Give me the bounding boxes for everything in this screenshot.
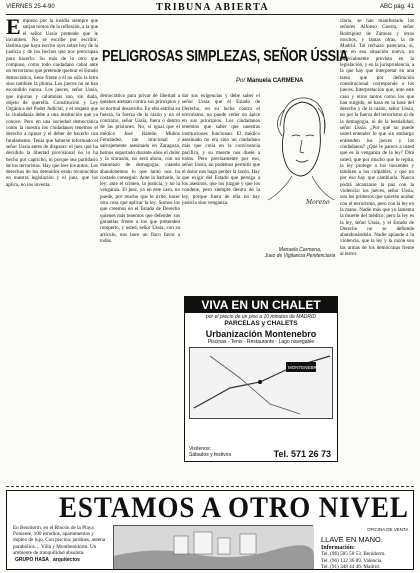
sales-office-label: OFICINA DE VENTA xyxy=(367,527,409,532)
grupo-hasa-logo: GRUPO HASA xyxy=(15,557,49,563)
chalet-ad-urbanization: Urbanización Montenebro xyxy=(205,329,317,339)
article-column-4: claria, se han manifestado los señores Alfonso Guerra, señor Rodríguez de Zamora y otros muchos, y tantas otras, la de Madrid. Tal rechazo pareciera, si, que en esa situación nueva, no especialmente prevista en la legislación, y en la jurisprudencia, a la que hay que interpretar en una tarea que por definición constitucional corresponde a los jueces. Interpretación que, ante este caso y otros tantos como los que han surgido, se basa en la base del derecho y de la razón, señor Ussía, no por la fuerza del terrorismo ni de la demagogia, ni de la bestialidad, señor Ussía. ¿Por qué no puede usted entender lo que sin embargo entienden los jueces y los ciudadanos? ¿Qué le parece a usted que es la venganza de la ley? Dirá usted, que por mucho que lo repita, la ley protege a los inocentes y también a los culpables, y que no por eso hay que cambiarla. Nunca podrá alcanzarse la paz con la violencia: los jueces, señor Ussía, son los primeros que quieren acabar con el terrorismo, pero con la ley en la mano. Nadie más que yo lamenta la muerte del médico; pero la ley es la ley, señor Ussía, y el Estado de Derecho no se defiende abandonándolo. Nadie aplaude a la violencia, que la ley y la razón son las armas de los demócratas frente al terror. xyxy=(340,18,414,257)
section-title: TRIBUNA ABIERTA xyxy=(156,2,269,13)
location-map xyxy=(189,347,333,419)
map-sketch xyxy=(190,348,334,418)
page-header xyxy=(6,2,414,14)
author-portrait xyxy=(262,92,338,270)
article-column-3: dar sus exigencias y debe saber el señor Ussía que el Estado de Derecho, en su lucha contra el terrorismo, no puede ceder un ápice en sus principios. Los ciudadanos tenemos que saber que nuestras instituciones funcionan. El médico asesinado no era sino un ciudadano más que creía en la convivencia pacífica, y su muerte nos duele a todos. Pero precisamente por eso, señor Ussía, no podemos permitir que el dolor nos haga perder la razón. Hay que exigir del Estado que persiga a los asesinos, que los juzgue y que los condene, pero siempre dentro de la ley, porque fuera de ella no hay justicia sino venganza. xyxy=(182,93,260,207)
chalet-phone: Tel. 571 26 73 xyxy=(273,449,331,459)
caption-role: Juez de Vigilancia Penitenciaria xyxy=(264,253,336,259)
turnkey-label: LLAVE EN MANO. xyxy=(321,535,383,544)
byline-author: Manuela CARMENA xyxy=(247,78,304,84)
portrait-caption xyxy=(262,247,338,259)
photo-sketch xyxy=(114,526,314,570)
nivel-promo-text: En Benidorm, en el Rincón de la Playa Poniente, 100 estudios, apartamentos y duplex de lujo. Con piscina, jardines, antena parabólica… Villa y Montbenidorm. Un ambiente de tranquilidad absoluta. xyxy=(13,525,106,556)
architects-logo: arquitectos xyxy=(53,557,80,563)
portrait-sketch xyxy=(262,92,338,242)
chalet-advertisement xyxy=(184,296,338,462)
article-column-1 xyxy=(6,18,98,483)
chalet-ad-subtitle: por el precio de un piso a 10 minutos de MADRID xyxy=(205,314,317,320)
header-rule xyxy=(6,14,414,15)
ad-separator xyxy=(6,486,414,487)
phone-benidorm: Tel. (96) 585 50 53. Benidorm. xyxy=(321,551,386,558)
byline-prefix: Por xyxy=(236,78,246,84)
issue-date: VIERNES 25-4-90 xyxy=(6,4,55,10)
chalet-ad-parcels: PARCELAS y CHALETS xyxy=(224,320,298,327)
info-title: Información: xyxy=(321,545,355,551)
chalet-ad-features: Piscinas - Tenis - Restaurante - Lago navegable xyxy=(207,339,315,345)
nivel-headline: ESTAMOS A OTRO NIVEL xyxy=(59,491,409,524)
portrait-signature: Moreno xyxy=(306,199,330,206)
development-photo xyxy=(113,525,313,569)
map-label: MONTENEBRO xyxy=(288,365,321,370)
phone-valencia: Tel. (96) 132 36 89. Valencia. xyxy=(321,557,383,564)
page-number: ABC pág. 41 xyxy=(379,4,414,10)
visit-days: Sábados y festivos xyxy=(189,452,231,458)
chalet-ad-title: VIVA EN UN CHALET xyxy=(185,297,337,313)
article-byline xyxy=(236,78,303,84)
visit-label: Visítenos: xyxy=(189,446,211,452)
article-headline: PELIGROSAS SIMPLEZAS, SEÑOR ÚSSIA xyxy=(102,48,349,65)
contact-info xyxy=(321,545,385,570)
benidorm-advertisement xyxy=(6,490,414,570)
phone-madrid: Tel. (91) 348 44 46. Madrid. xyxy=(321,563,380,570)
caption-name: Manuela Carmena, xyxy=(278,247,322,253)
visit-info xyxy=(189,446,231,458)
column-1-text: mpiezo por la insidia siempre que surjan tontos de la reflexión, a la que el señor Ussía pretende que le incumben. No se escribe por escribir; lástima que haya escrito ayer sobre hoy de la justicia y de los hechos que nos preocupan para hacerlo. Su más de lo otro que compuso, como todo ciudadano cabal ante un terrorismo que pretende quebrar el Estado democrático, tiene frente a él no sólo la letra sino también la pluma. Los jueces no se han escondido nunca. Los jueces, señor Ussía, que injurias y calumnias son, sin duda, objeto de querella. Constitución y Ley Orgánica del Poder Judicial, y el respeto que la ciudadanía debe a una institución que ya conoce. Pero en una sociedad democrática como la nuestra los ciudadanos tenemos el derecho a opinar y el deber de hacerlo con fundamento. Tenía que haberse informado el señor Ussía antes de disparar: el juez que ha decidido la libertad provisional no lo ha hecho por capricho, ni porque sea partidario de los terroristas. Hay que leer los autos. Los derechos de los detenidos están reconocidos en nuestra legislación y el juez, que los aplica, no los inventa. xyxy=(6,18,98,188)
article-column-2: democrático para privar de libertad a quienes atentan contra sus principios y su normal desarrollo. En ello estriba su fuerza, la fuerza de la razón y no el contrario, señor Ussía, fuera o dentro de las prisiones. No, si igual que el médico José Ramón Muñoz Fernández, tan irracional y salvajemente asesinado en Zaragoza, hemos soportado durante años el dolor y la sinrazón, no será ahora, con un manotazo de demagogia, cuando abandonemos lo que tanto nos ha costado conseguir. Ante la barbarie, la ley; ante el crimen, la justicia, y no la venganza. El juez, yo en este caso, no puede, por mucho que le irrite, hacer otra cosa que aplicar la ley. Somos los que creemos en el Estado de Derecho quienes más tenemos que defender sus garantías frente a los que pretenden romperlo, y usted, señor Ussía, con su artículo, nos hace un flaco favor a todos. xyxy=(100,93,180,244)
drop-cap: E xyxy=(6,18,21,39)
